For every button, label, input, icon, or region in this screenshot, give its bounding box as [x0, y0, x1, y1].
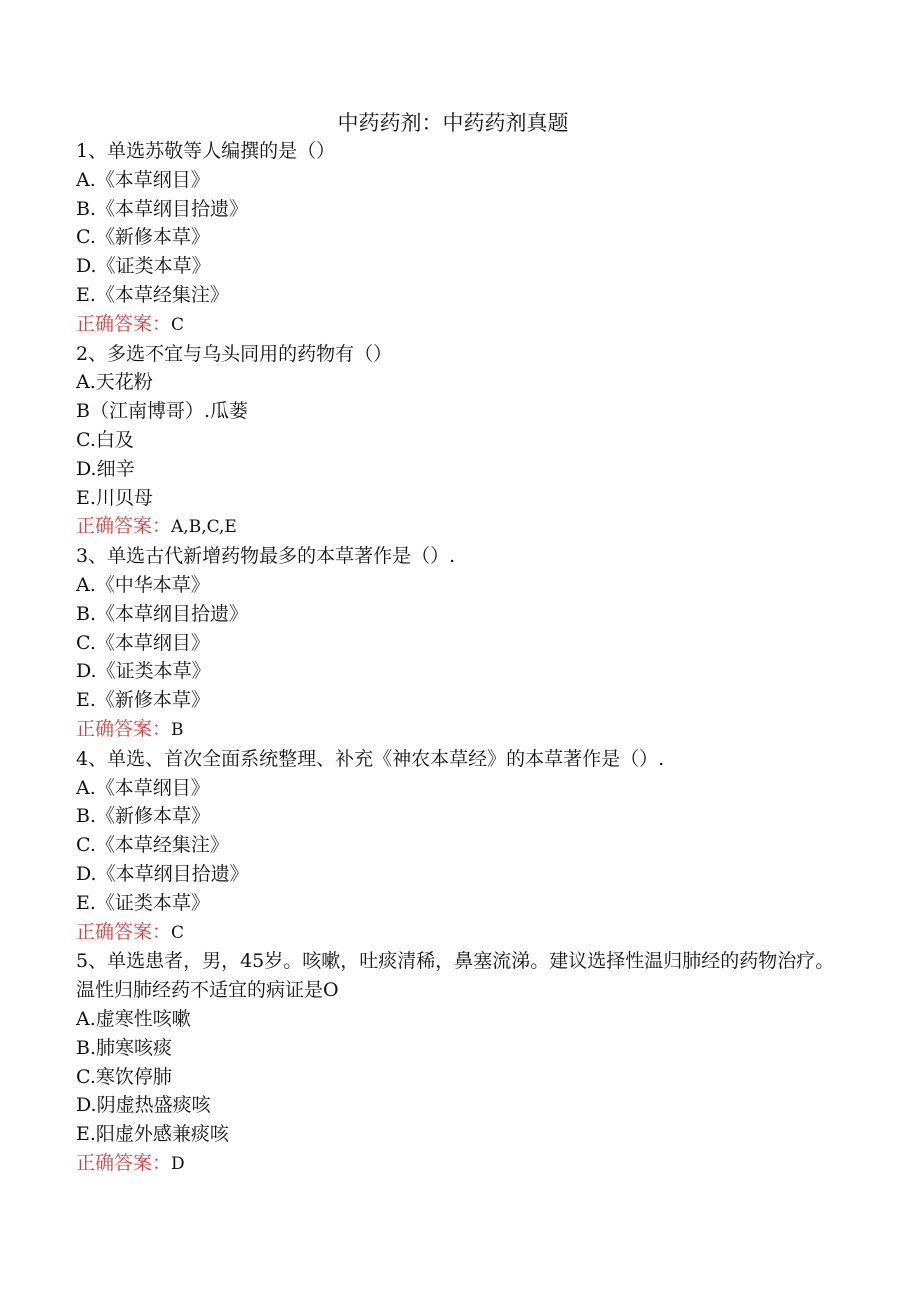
answer-label: 正确答案： — [76, 717, 172, 740]
option-b: B（江南博哥）.瓜蒌 — [76, 400, 249, 423]
option-b: B.《本草纲目拾遗》 — [76, 602, 249, 625]
option-d: D.阴虚热盛痰咳 — [76, 1094, 211, 1117]
option-c: C.白及 — [76, 428, 134, 451]
question-5 — [76, 947, 836, 1178]
option-c: C.寒饮停肺 — [76, 1065, 172, 1088]
answer-label: 正确答案： — [76, 515, 172, 538]
option-e: E.《新修本草》 — [76, 689, 210, 712]
answer-line — [76, 715, 836, 745]
option-a: A.《本草纲目》 — [76, 168, 210, 191]
option-c: C.《本草纲目》 — [76, 631, 210, 654]
option-a: A.《中华本草》 — [76, 573, 210, 596]
option-e: E.川贝母 — [76, 486, 153, 509]
option-e: E.阳虚外感兼痰咳 — [76, 1123, 229, 1146]
question-stem: 3、单选古代新增药物最多的本草著作是（）. — [76, 545, 456, 568]
answer-line — [76, 918, 836, 948]
option-a: A.天花粉 — [76, 371, 153, 394]
question-stem: 5、单选患者，男，45岁。咳嗽，吐痰清稀，鼻塞流涕。建议选择性温归肺经的药物治疗。温性归肺经药不适宜的病证是O — [76, 950, 835, 1002]
answer-label: 正确答案： — [76, 920, 172, 943]
option-a: A.《本草纲目》 — [76, 776, 210, 799]
question-1 — [76, 137, 836, 340]
option-d: D.细辛 — [76, 457, 135, 480]
question-stem: 1、单选苏敬等人编撰的是（） — [76, 140, 336, 162]
option-d: D.《证类本草》 — [76, 660, 211, 683]
option-c: C.《新修本草》 — [76, 226, 210, 249]
question-2 — [76, 340, 836, 543]
answer-value: A,B,C,E — [171, 517, 237, 538]
answer-value: C — [171, 922, 185, 943]
option-a: A.虚寒性咳嗽 — [76, 1007, 191, 1030]
option-b: B.《新修本草》 — [76, 805, 211, 828]
question-4 — [76, 745, 836, 948]
answer-label: 正确答案： — [76, 1151, 172, 1174]
option-e: E.《本草经集注》 — [76, 283, 229, 306]
option-d: D.《本草纲目拾遗》 — [76, 862, 249, 885]
answer-label: 正确答案： — [76, 312, 172, 335]
option-d: D.《证类本草》 — [76, 255, 211, 278]
option-b: B.肺寒咳痰 — [76, 1036, 173, 1059]
answer-line — [76, 1149, 836, 1179]
answer-value: C — [171, 314, 185, 335]
page-title: 中药药剂：中药药剂真题 — [337, 111, 569, 135]
option-c: C.《本草经集注》 — [76, 834, 229, 857]
answer-value: B — [171, 719, 184, 740]
question-stem: 4、单选、首次全面系统整理、补充《神农本草经》的本草著作是（）. — [76, 747, 665, 770]
answer-line — [76, 512, 836, 542]
question-3 — [76, 542, 836, 745]
question-list — [76, 137, 836, 1179]
question-stem: 2、多选不宜与乌头同用的药物有（） — [76, 342, 393, 365]
option-b: B.《本草纲目拾遗》 — [76, 197, 249, 220]
option-e: E.《证类本草》 — [76, 891, 210, 914]
answer-value: D — [171, 1153, 185, 1174]
answer-line — [76, 310, 836, 340]
